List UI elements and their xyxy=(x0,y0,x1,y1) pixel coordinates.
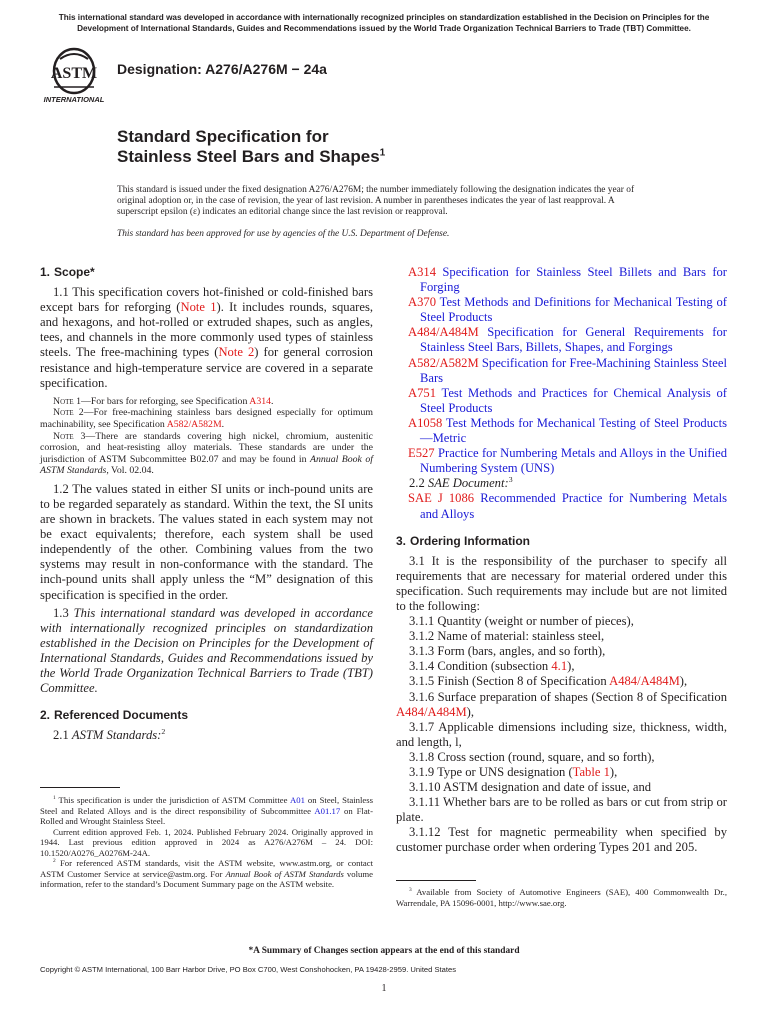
ordering-item: 3.1.6 Surface preparation of shapes (Section 8 of Specification A484/A484M), xyxy=(396,689,727,719)
footnote-3: $^3$ Available from Society of Automotive Engineers (SAE), 400 Commonwealth Dr., Warrendale, PA 15096-0001, http://www.sae.org. xyxy=(396,887,727,908)
footnotes-right xyxy=(396,887,727,908)
section-heading-referenced-documents: 2. Referenced Documents xyxy=(40,708,189,723)
a314-link[interactable]: A314 xyxy=(249,395,272,407)
left-column xyxy=(40,265,373,743)
section-heading-ordering-information: 3. Ordering Information xyxy=(396,533,531,548)
section-4-1-link[interactable]: 4.1 xyxy=(551,659,568,674)
right-column xyxy=(396,265,727,856)
footnote-1-edition: Current edition approved Feb. 1, 2024. Published February 2024. Originally approved in 1944. Last previous edition approved in 2024 as A276/A276M – 24. DOI: 10.1520/A0276_A0276M-24A. xyxy=(40,826,373,858)
ordering-item: 3.1.1 Quantity (weight or number of pieces), xyxy=(409,614,634,629)
a582-link[interactable]: A582/A582M xyxy=(166,418,222,430)
astm-standards-label: 2.1 ASTM Standards:$^2$ xyxy=(53,727,166,743)
footnote-3-marker[interactable]: 3 xyxy=(508,475,513,485)
document-title xyxy=(117,127,385,167)
copyright: Copyright © ASTM International, 100 Barr Harbor Drive, PO Box C700, West Conshohocken, PA 19428-2959. United States xyxy=(40,965,457,974)
title-line-2: Stainless Steel Bars and Shapes xyxy=(117,147,380,166)
dod-note: This standard has been approved for use by agencies of the U.S. Department of Defense. xyxy=(117,229,450,239)
summary-of-changes-note: *A Summary of Changes section appears at the end of this standard xyxy=(248,946,520,956)
a01-link[interactable]: A01 xyxy=(289,795,305,805)
ordering-item: 3.1.9 Type or UNS designation (Table 1), xyxy=(409,765,618,779)
ordering-item: 3.1.3 Form (bars, angles, and so forth), xyxy=(409,644,606,659)
astm-reference-list xyxy=(396,265,727,476)
a01-17-link[interactable]: A01.17 xyxy=(314,805,341,816)
note-2-link[interactable]: Note 2 xyxy=(218,345,255,360)
title-line-1: Standard Specification for xyxy=(117,127,329,146)
ordering-item: 3.1.11 Whether bars are to be rolled as bars or cut from strip or plate. xyxy=(396,795,727,825)
paragraph-1-1: 1.1 This specification covers hot-finished or cold-finished bars except bars for reforging (Note 1). It includes rounds, squares, and hexagons, and hot-rolled or extruded shapes, such as angles, tees, and channels in the more commonly used types of stainless steels. The free-machining types (Note 2) for general corrosion resistance and high-temperature service are covered in a separate specification. xyxy=(40,285,373,390)
footnote-divider xyxy=(40,787,120,788)
page-number: 1 xyxy=(381,983,387,994)
ordering-item: 3.1.8 Cross section (round, square, and so forth), xyxy=(409,749,655,764)
logo-text: ASTM xyxy=(50,65,98,82)
reference-item[interactable]: A751 Test Methods and Practices for Chemical Analysis of Steel Products xyxy=(408,385,727,415)
paragraph-1-3: 1.3 This international standard was developed in accordance with internationally recognized principles on standardization established in the Decision on Principles for the Development of International Standards, Guides and Recommendations issued by the World Trade Organization Technical Barriers to Trade (TBT) Committee. xyxy=(40,605,373,696)
footnote-divider xyxy=(396,880,476,881)
reference-item[interactable]: E527 Practice for Numbering Metals and Alloys in the Unified Numbering System (UNS) xyxy=(408,446,727,476)
reference-item[interactable]: A370 Test Methods and Definitions for Mechanical Testing of Steel Products xyxy=(408,295,727,325)
ordering-item: 3.1.5 Finish (Section 8 of Specification A484/A484M), xyxy=(409,674,688,689)
ordering-item: 3.1.2 Name of material: stainless steel, xyxy=(409,629,605,644)
note-1-link[interactable]: Note 1 xyxy=(180,300,217,315)
ordering-item: 3.1.10 ASTM designation and date of issue, and xyxy=(409,780,652,795)
footnote-1: $^1$ This specification is under the jurisdiction of ASTM Committee A01 on Steel, Stainless Steel and Related Alloys and is the direct responsibility of Subcommittee A01.17 on Flat-Rolled and Wrought Stainless Steel. xyxy=(40,795,374,826)
designation: Designation: A276/A276M − 24a xyxy=(117,61,327,77)
reference-item[interactable]: A1058 Test Methods for Mechanical Testing of Steel Products—Metric xyxy=(408,415,728,446)
a484-link[interactable]: A484/A484M xyxy=(609,674,680,689)
logo-subtext: INTERNATIONAL xyxy=(43,95,105,104)
reference-item[interactable]: A582/A582M Specification for Free-Machining Stainless Steel Bars xyxy=(408,355,727,385)
paragraph-1-2: 1.2 The values stated in either SI units or inch-pound units are to be regarded separately as standard. Within the text, the SI units are shown in brackets. The values stated in each system may not be exact equivalents; therefore, each system shall be used independently of the other. Combining values from the two systems may result in non-conformance with the standard. The inch-pound units shall apply unless the “M” designation of this specification is specified in the order. xyxy=(40,481,373,602)
footnote-2: $^2$ For referenced ASTM standards, visit the ASTM website, www.astm.org, or contact ASTM Customer Service at service@astm.org. For Annual Book of ASTM Standards volume information, refer to the standard’s Document Summary page on the ASTM website. xyxy=(40,858,373,889)
a484-link[interactable]: A484/A484M xyxy=(396,704,467,719)
note-2: Note 2—For free-machining stainless bars designed especially for optimum machinability, see Specification A582/A582M. xyxy=(40,407,373,430)
ordering-item: 3.1.12 Test for magnetic permeability when specified by customer purchase order when ordering Types 201 and 205. xyxy=(396,825,727,855)
ordering-item: 3.1.7 Applicable dimensions including size, thickness, width, and length, l, xyxy=(396,719,727,749)
title-footnote-marker[interactable]: 1 xyxy=(379,147,386,159)
footnotes-left xyxy=(40,795,373,890)
note-3: Note 3—There are standards covering high nickel, chromium, austenitic corrosion, and heat-resisting alloy materials. These standards are under the jurisdiction of ASTM Subcommittee B02.07 and may be found in Annual Book of ASTM Standards, Vol. 02.04. xyxy=(40,430,373,477)
astm-logo xyxy=(40,47,108,105)
ordering-item: 3.1.4 Condition (subsection 4.1), xyxy=(409,659,575,674)
issue-note: This standard is issued under the fixed designation A276/A276M; the number immediately following the designation indicates the year of original adoption or, in the case of revision, the year of last revision. A number in parentheses indicates the year of last reapproval. A superscript epsilon (ε) indicates an editorial change since the last revision or reapproval. xyxy=(117,185,635,218)
reference-item[interactable]: A314 Specification for Stainless Steel Billets and Bars for Forging xyxy=(408,265,727,295)
table-1-link[interactable]: Table 1 xyxy=(572,765,610,779)
note-1: Note 1—For bars for reforging, see Specification A314. xyxy=(53,395,274,407)
sae-reference-item[interactable]: SAE J 1086 Recommended Practice for Numbering Metals and Alloys xyxy=(408,491,727,521)
tbt-notice: This international standard was developed in accordance with internationally recognized principles on standardization established in the Decision on Principles for the Development of International Standards, Guides and Recommendations issued by the World Trade Organization Technical Barriers to Trade (TBT) Committee. xyxy=(58,13,710,33)
section-heading-scope: 1. Scope* xyxy=(40,265,95,279)
paragraph-3-1: 3.1 It is the responsibility of the purchaser to specify all requirements that are necessary for material ordered under this specification. Such requirements may include but are not limited to the following: xyxy=(396,553,727,613)
footnote-2-marker[interactable]: 2 xyxy=(161,727,166,737)
sae-document-label: 2.2 SAE Document:$^3$ xyxy=(409,475,513,491)
reference-item[interactable]: A484/A484M Specification for General Requirements for Stainless Steel Bars, Billets, Shapes, and Forgings xyxy=(408,325,727,355)
